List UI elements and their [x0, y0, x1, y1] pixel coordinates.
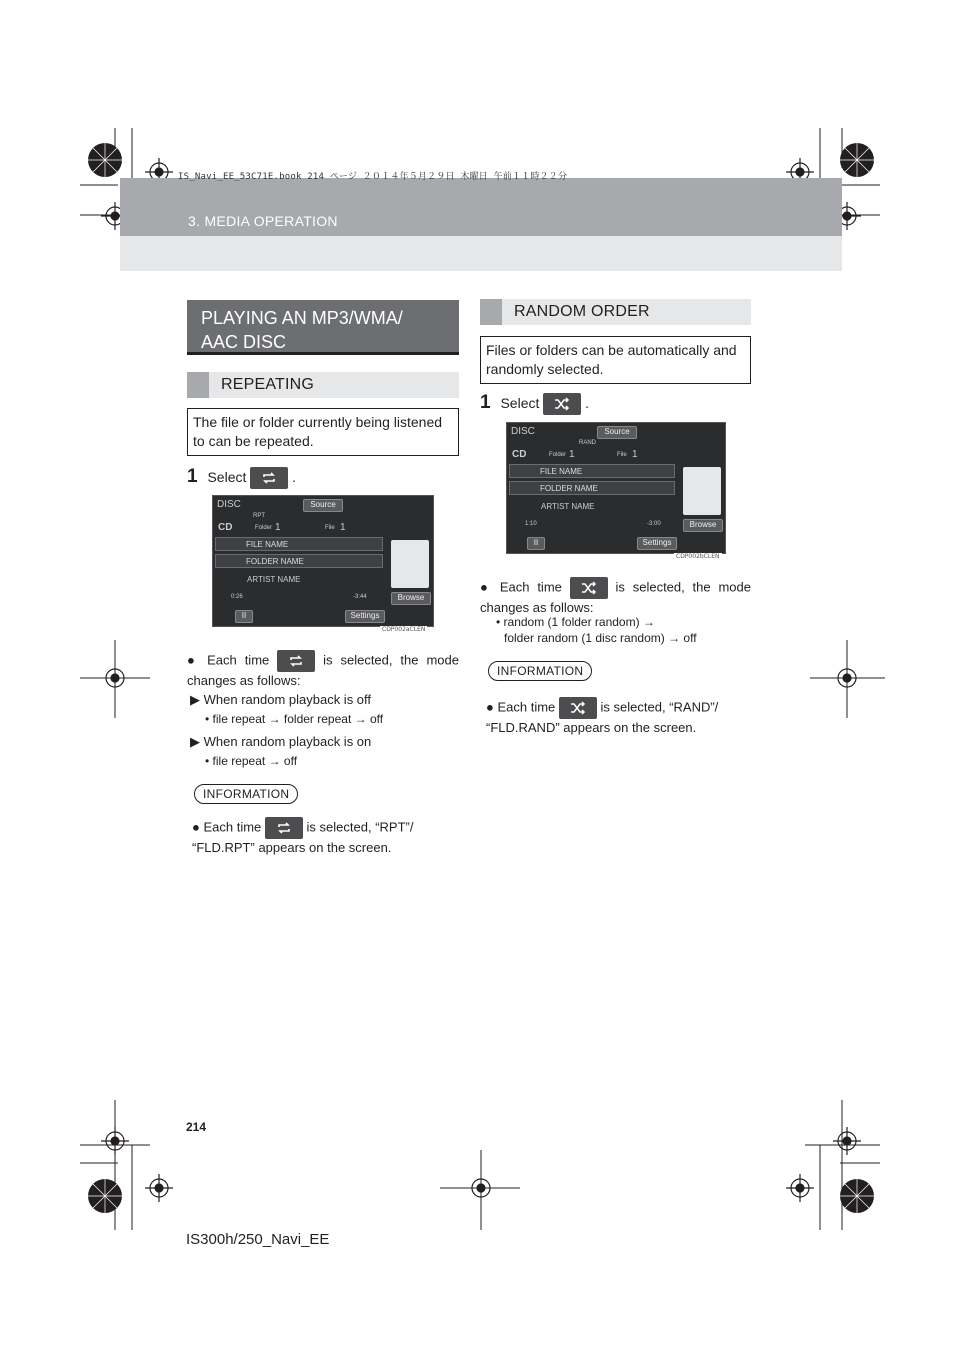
repeat-button-image-info: [265, 817, 303, 839]
step-1: [187, 466, 296, 489]
screen-file-name: FILE NAME: [540, 467, 583, 476]
main-heading: [187, 300, 459, 352]
step-number: 1: [187, 466, 198, 487]
step-text: Select: [207, 469, 247, 485]
random-seq-line1: • random (1 folder random) →: [496, 615, 655, 629]
screen-file-row: [215, 537, 383, 551]
sub-heading-label: REPEATING: [221, 376, 315, 393]
information-tag: INFORMATION: [194, 784, 298, 804]
step-1-random: [480, 392, 589, 415]
screen-folder-row: [509, 481, 675, 495]
screen-mode-label: RPT: [253, 513, 265, 519]
info-pre: Each time: [203, 819, 262, 835]
screen-time-end: -3:00: [647, 521, 661, 527]
case2-sequence: • file repeat → off: [205, 754, 298, 768]
screen-folder-label: Folder: [549, 452, 567, 458]
screen-disc-art: [683, 467, 721, 515]
screen-caption: CDP002aCLEN: [382, 626, 426, 633]
information-tag-random: INFORMATION: [488, 661, 592, 681]
bullet-post-random: is selected, the mode changes as follows:: [480, 579, 751, 615]
shuffle-button-image-inline: [570, 577, 608, 599]
repeat-button-image-inline: [277, 650, 315, 672]
screen-mode-label: RAND: [579, 440, 597, 446]
step-end: .: [292, 469, 297, 485]
case1-title: When random playback is off: [203, 692, 372, 707]
repeat-icon: [276, 821, 292, 835]
screen-cd-label: CD: [512, 449, 527, 460]
screen-title: DISC: [217, 499, 241, 510]
case2-title: When random playback is on: [203, 734, 372, 749]
screen-folder-name: FOLDER NAME: [540, 484, 598, 493]
page-number: 214: [186, 1120, 207, 1134]
info-note-random: ● Each time is selected, “RAND”/ “FLD.RAND” appears on the screen.: [486, 697, 751, 736]
intro-box-random: Files or folders can be automatically and randomly selected.: [480, 336, 751, 384]
screen-browse-button: Browse: [683, 519, 723, 532]
random-seq-line2: folder random (1 disc random) → off: [504, 631, 697, 645]
screen-title: DISC: [511, 426, 535, 437]
screen-folder-value: 1: [275, 522, 281, 533]
info-note: ● Each time is selected, “RPT”/ “FLD.RPT” appears on the screen.: [192, 817, 459, 856]
sub-heading-repeating: [187, 372, 459, 398]
shuffle-icon: [570, 701, 586, 715]
main-heading-line2: AAC DISC: [201, 332, 287, 352]
sub-heading-random: [480, 299, 751, 325]
screen-pause-button: II: [235, 610, 253, 623]
repeat-icon: [261, 471, 277, 485]
step-text-random: Select: [500, 395, 540, 411]
step-number-random: 1: [480, 392, 491, 413]
shuffle-button-image: [543, 393, 581, 415]
intro-box: The file or folder currently being listened to can be repeated.: [187, 408, 459, 456]
case1-sequence: • file repeat → folder repeat → off: [205, 712, 384, 726]
screen-caption-random: CDP002bCLEN: [676, 553, 720, 560]
screen-file-name: FILE NAME: [246, 540, 289, 549]
screen-source-button: Source: [597, 426, 637, 439]
screen-folder-row: [215, 554, 383, 568]
screen-cd-label: CD: [218, 522, 233, 533]
bullet-pre-random: Each time: [499, 579, 562, 595]
screen-artist-name: ARTIST NAME: [541, 502, 595, 511]
repeat-button-image: [250, 467, 288, 489]
screen-settings-button: Settings: [345, 610, 385, 623]
step-end-random: .: [585, 395, 590, 411]
screen-artist-name: ARTIST NAME: [247, 575, 301, 584]
shuffle-icon: [581, 581, 597, 595]
screen-folder-label: Folder: [255, 525, 273, 531]
screen-file-value: 1: [632, 449, 638, 460]
screen-settings-button: Settings: [637, 537, 677, 550]
screen-disc-random: [506, 422, 726, 554]
bullet-each-time-random: ● Each time is selected, the mode changes as follows:: [480, 577, 751, 616]
case-random-on: ▶ When random playback is on: [190, 734, 372, 749]
screen-source-button: Source: [303, 499, 343, 512]
screen-file-label: File: [617, 452, 627, 458]
info-post: is selected, “RPT”/ “FLD.RPT” appears on the screen.: [192, 819, 414, 855]
sub-heading-random-label: RANDOM ORDER: [514, 303, 650, 320]
shuffle-icon: [554, 397, 570, 411]
screen-folder-value: 1: [569, 449, 575, 460]
screen-file-label: File: [325, 525, 335, 531]
screen-pause-button: II: [527, 537, 545, 550]
bullet-each-time: ● Each time is selected, the mode changes as follows:: [187, 650, 459, 689]
info-post-random: is selected, “RAND”/ “FLD.RAND” appears on the screen.: [486, 699, 719, 735]
model-footer: IS300h/250_Navi_EE: [186, 1231, 330, 1248]
screen-disc-art: [391, 540, 429, 588]
screen-time-end: -3:44: [353, 594, 367, 600]
info-pre-random: Each time: [497, 699, 556, 715]
screen-time-start: 0:26: [231, 594, 243, 600]
bullet-post: is selected, the mode changes as follows:: [187, 652, 459, 688]
repeat-icon: [288, 654, 304, 668]
section-label: 3. MEDIA OPERATION: [188, 213, 338, 229]
screen-browse-button: Browse: [391, 592, 431, 605]
bullet-pre: Each time: [207, 652, 270, 668]
screen-file-value: 1: [340, 522, 346, 533]
screen-file-row: [509, 464, 675, 478]
case-random-off: ▶ When random playback is off: [190, 692, 372, 707]
shuffle-button-image-info: [559, 697, 597, 719]
main-heading-line1: PLAYING AN MP3/WMA/: [201, 308, 403, 328]
print-info-line: IS_Navi_EE_53C71E.book 214 ページ ２０１４年５月２９日 木曜日 午前１１時２２分: [178, 172, 568, 182]
screen-folder-name: FOLDER NAME: [246, 557, 304, 566]
screen-time-start: 1:10: [525, 521, 537, 527]
screen-disc-repeat: [212, 495, 434, 627]
